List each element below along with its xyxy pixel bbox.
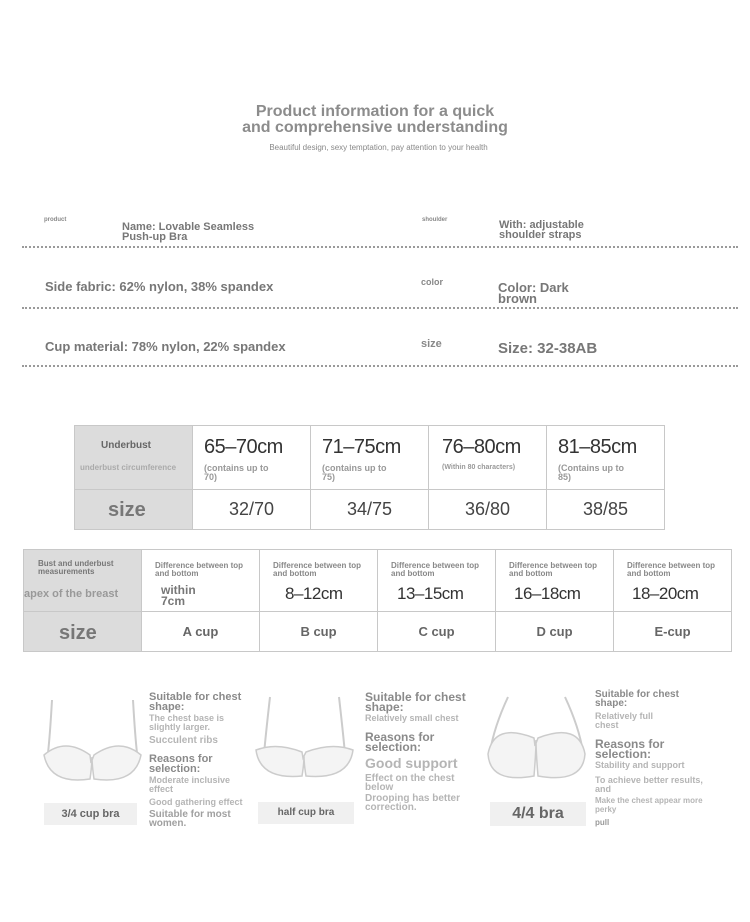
color-info: Color: Dark brown bbox=[498, 280, 569, 306]
cup-col-1 bbox=[142, 550, 260, 612]
page-subtitle: Beautiful design, sexy temptation, pay attention to your health bbox=[269, 143, 488, 152]
cup-col-3 bbox=[378, 550, 496, 612]
underbust-size-value: 32/70 bbox=[193, 490, 311, 530]
suitable-text: Succulent ribs bbox=[149, 735, 218, 746]
underbust-col-1 bbox=[193, 426, 311, 490]
underbust-note: (Contains up to 85) bbox=[558, 463, 624, 482]
suitable-head: Suitable for chest shape: bbox=[365, 690, 466, 714]
underbust-note: (Within 80 characters) bbox=[442, 464, 516, 471]
cup-value: D cup bbox=[496, 612, 614, 652]
reason-text: Moderate inclusive effect bbox=[149, 775, 231, 794]
divider-2 bbox=[22, 307, 738, 309]
shoulder-info: With: adjustable shoulder straps bbox=[499, 219, 584, 241]
cup-col-4 bbox=[496, 550, 614, 612]
size-info: Size: 32-38AB bbox=[498, 340, 598, 357]
underbust-note: (contains up to 70) bbox=[204, 463, 269, 482]
title-line-2: and comprehensive understanding bbox=[242, 119, 508, 136]
suitable-text: Relatively full chest bbox=[595, 711, 654, 730]
underbust-note: (contains up to 75) bbox=[322, 463, 387, 482]
bra-label-full-cup: 4/4 bra bbox=[490, 802, 586, 826]
underbust-range: 71–75cm bbox=[322, 436, 401, 458]
underbust-size-head bbox=[75, 490, 193, 530]
reason-text: Make the chest appear more perky bbox=[595, 796, 703, 814]
cup-size-label: size bbox=[59, 622, 97, 644]
suitable-head: Suitable for chest shape: bbox=[595, 689, 679, 709]
cup-head-label: Bust and underbust measurements bbox=[38, 559, 114, 576]
cup-range: within 7cm bbox=[161, 583, 196, 608]
reason-text: pull bbox=[595, 818, 610, 827]
reason-text: Effect on the chest below bbox=[365, 773, 455, 793]
cup-col-head: Difference between top and bottom bbox=[273, 561, 362, 578]
side-fabric: Side fabric: 62% nylon, 38% spandex bbox=[45, 279, 274, 294]
underbust-range: 76–80cm bbox=[442, 436, 521, 458]
reason-text: To achieve better results, and bbox=[595, 775, 703, 794]
bra-label-3-4-cup: 3/4 cup bra bbox=[44, 803, 137, 825]
cup-range: 16–18cm bbox=[514, 584, 581, 603]
suitable-head: Suitable for chest shape: bbox=[149, 691, 242, 713]
bra-label-half-cup: half cup bra bbox=[258, 802, 354, 824]
underbust-head-sub: underbust circumference bbox=[80, 463, 177, 472]
bra-desc-3-4-cup bbox=[149, 692, 249, 828]
reason-text: Drooping has better correction. bbox=[365, 793, 461, 813]
underbust-size-label: size bbox=[108, 499, 146, 521]
cup-col-2 bbox=[260, 550, 378, 612]
page-title bbox=[0, 104, 750, 136]
underbust-size-value: 38/85 bbox=[547, 490, 665, 530]
cup-range: 13–15cm bbox=[397, 584, 464, 603]
cup-col-head: Difference between top and bottom bbox=[627, 561, 716, 578]
underbust-size-value: 34/75 bbox=[311, 490, 429, 530]
bra-desc-half-cup bbox=[365, 692, 480, 812]
product-label: product bbox=[44, 217, 67, 223]
cup-value: A cup bbox=[142, 612, 260, 652]
title-line-1: Product information for a quick bbox=[255, 103, 495, 120]
shoulder-label: shoulder bbox=[422, 217, 448, 223]
suitable-text: The chest base is slightly larger. bbox=[149, 713, 225, 732]
cup-value: C cup bbox=[378, 612, 496, 652]
underbust-col-3 bbox=[429, 426, 547, 490]
reasons-head: Reasons for selection: bbox=[365, 730, 435, 754]
color-label: color bbox=[421, 277, 444, 287]
cup-material: Cup material: 78% nylon, 22% spandex bbox=[45, 339, 286, 354]
underbust-range: 81–85cm bbox=[558, 436, 637, 458]
product-name: Name: Lovable Seamless Push-up Bra bbox=[122, 221, 255, 243]
divider-3 bbox=[22, 365, 738, 367]
three-quarter-cup-bra-icon bbox=[40, 695, 145, 790]
reason-text: Good gathering effect bbox=[149, 797, 243, 807]
reason-text: Good support bbox=[365, 755, 458, 771]
suitable-text: Relatively small chest bbox=[365, 713, 459, 723]
cup-col-head: Difference between top and bottom bbox=[155, 561, 244, 578]
cup-value: E-cup bbox=[614, 612, 732, 652]
cup-range: 8–12cm bbox=[285, 584, 343, 603]
half-cup-bra-icon bbox=[252, 692, 357, 787]
cup-col-5 bbox=[614, 550, 732, 612]
cup-col-head: Difference between top and bottom bbox=[391, 561, 480, 578]
size-label: size bbox=[421, 338, 442, 350]
divider-1 bbox=[22, 246, 738, 248]
underbust-range: 65–70cm bbox=[204, 436, 283, 458]
cup-table bbox=[23, 549, 732, 652]
underbust-size-value: 36/80 bbox=[429, 490, 547, 530]
reasons-head: Reasons for selection: bbox=[149, 753, 213, 775]
full-cup-bra-icon bbox=[484, 692, 589, 787]
reason-text: Stability and support bbox=[595, 760, 685, 770]
reasons-head: Reasons for selection: bbox=[595, 737, 665, 761]
cup-head-sub: apex of the breast bbox=[24, 588, 119, 600]
cup-value: B cup bbox=[260, 612, 378, 652]
underbust-head-label: Underbust bbox=[101, 440, 151, 451]
reason-text: Suitable for most women. bbox=[149, 809, 231, 829]
underbust-table bbox=[74, 425, 665, 530]
cup-range: 18–20cm bbox=[632, 584, 699, 603]
underbust-col-2 bbox=[311, 426, 429, 490]
underbust-head-cell bbox=[75, 426, 193, 490]
cup-head-cell bbox=[24, 550, 142, 612]
cup-size-head bbox=[24, 612, 142, 652]
cup-col-head: Difference between top and bottom bbox=[509, 561, 598, 578]
bra-desc-full-cup bbox=[595, 690, 710, 827]
underbust-col-4 bbox=[547, 426, 665, 490]
